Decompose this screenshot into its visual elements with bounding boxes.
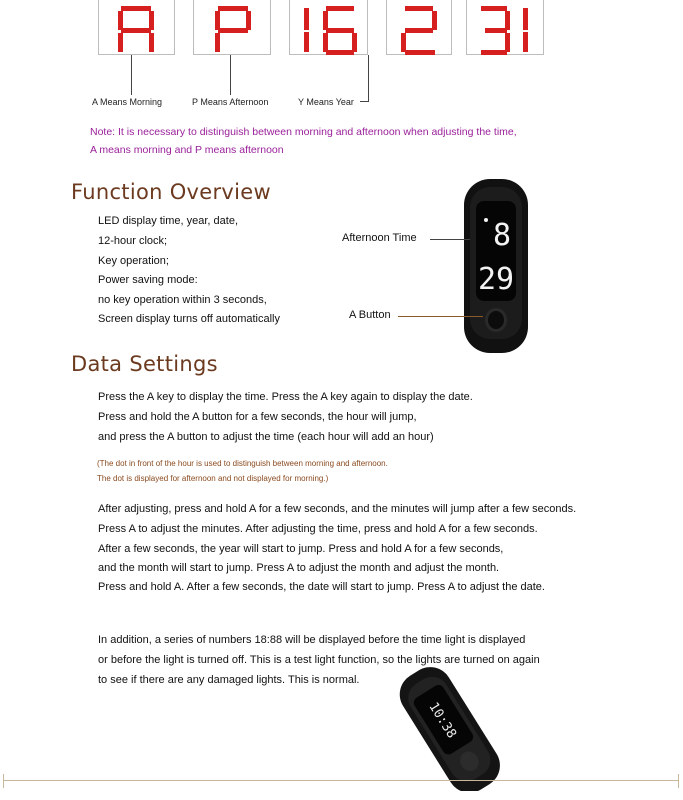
watch-band-illustration xyxy=(396,666,506,791)
pointer-line-a xyxy=(131,55,132,95)
led-letter-p xyxy=(194,0,272,55)
led-box-31 xyxy=(466,0,544,55)
function-overview-heading: Function Overview xyxy=(71,180,271,204)
small-note-line: The dot is displayed for afternoon and not displayed for morning.) xyxy=(97,474,329,483)
note-line-1: Note: It is necessary to distinguish between morning and afternoon when adjusting the time, xyxy=(90,126,517,138)
callout-afternoon-time: Afternoon Time xyxy=(342,232,417,244)
paragraph-line: or before the light is turned off. This is a test light function, so the lights are turned on again xyxy=(98,654,540,666)
paragraph-line: After a few seconds, the year will start to jump. Press and hold A for a few seconds, xyxy=(98,543,504,555)
paragraph-line: and the month will start to jump. Press A to adjust the month and adjust the month. xyxy=(98,562,500,574)
pointer-line-y xyxy=(368,55,369,101)
led-digits-31 xyxy=(467,0,545,55)
pointer-line-p xyxy=(230,55,231,95)
led-box-2 xyxy=(386,0,452,55)
paragraph-line: Press and hold the A button for a few seconds, the hour will jump, xyxy=(98,411,417,423)
note-line-2: A means morning and P means afternoon xyxy=(90,144,284,156)
led-letter-a xyxy=(99,0,176,55)
feature-item: 12-hour clock; xyxy=(98,235,168,247)
pm-dot xyxy=(484,218,488,222)
watch-hour-text: 8 xyxy=(492,218,512,253)
paragraph-line: In addition, a series of numbers 18:88 will be displayed before the time light is displayed xyxy=(98,634,526,646)
feature-item: Screen display turns off automatically xyxy=(98,313,280,325)
led-digit-2 xyxy=(387,0,453,55)
watch-minute-text: 29 xyxy=(477,262,515,297)
feature-item: Key operation; xyxy=(98,255,169,267)
label-p-afternoon: P Means Afternoon xyxy=(192,97,269,107)
frame-tick-left xyxy=(3,774,4,788)
bottom-frame-line xyxy=(3,780,679,781)
feature-item: LED display time, year, date, xyxy=(98,215,239,227)
led-box-p xyxy=(193,0,271,55)
led-digits-16 xyxy=(290,0,369,55)
small-note-line: (The dot in front of the hour is used to distinguish between morning and afternoon. xyxy=(97,459,388,468)
callout-line-afternoon xyxy=(430,239,470,240)
watch2-time-text: 10:38 xyxy=(425,699,459,742)
paragraph-line: Press and hold A. After a few seconds, the date will start to jump. Press A to adjust the date. xyxy=(98,581,545,593)
label-a-morning: A Means Morning xyxy=(92,97,163,107)
frame-tick-right xyxy=(678,774,679,788)
watch-illustration xyxy=(462,177,532,357)
data-settings-heading: Data Settings xyxy=(71,352,218,376)
led-box-a xyxy=(98,0,175,55)
paragraph-line: Press A to adjust the minutes. After adjusting the time, press and hold A for a few seconds. xyxy=(98,523,538,535)
paragraph-line: After adjusting, press and hold A for a few seconds, and the minutes will jump after a few seconds. xyxy=(98,503,577,515)
paragraph-line: and press the A button to adjust the time (each hour will add an hour) xyxy=(98,431,434,443)
label-y-year: Y Means Year xyxy=(298,97,354,107)
feature-item: Power saving mode: xyxy=(98,274,198,286)
pointer-line-y-tick xyxy=(360,101,369,102)
paragraph-line: to see if there are any damaged lights. This is normal. xyxy=(98,674,360,686)
paragraph-line: Press the A key to display the time. Press the A key again to display the date. xyxy=(98,391,473,403)
callout-a-button: A Button xyxy=(349,309,391,321)
callout-line-a-button xyxy=(398,316,483,317)
led-examples xyxy=(0,0,683,60)
led-box-16 xyxy=(289,0,368,55)
feature-item: no key operation within 3 seconds, xyxy=(98,294,267,306)
